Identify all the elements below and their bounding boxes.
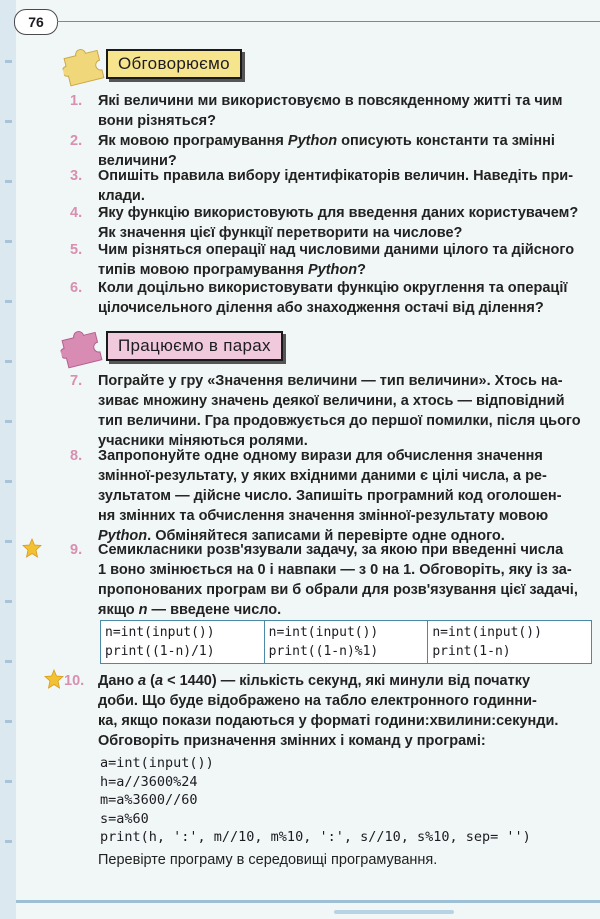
question-item [28, 371, 594, 451]
question-number: 1. [70, 93, 83, 109]
page-margin-strip [0, 0, 16, 919]
question-number: 4. [70, 205, 83, 221]
section-title-discuss: Обговорюємо [106, 49, 242, 79]
page-bottom-decoration [334, 910, 454, 914]
question-item [28, 446, 594, 546]
puzzle-icon [58, 39, 110, 88]
section-header-pairs [60, 326, 320, 366]
question-number: 2. [70, 133, 83, 149]
question-text: Дано a (a < 1440) — кількість секунд, які минули від початку доби. Що буде відображено на табло електронного годинни- ка, якщо покази подаються у форматі години:хвилини:секунди. Обговоріть призначення змінних і команд у програмі: [98, 673, 559, 749]
question-number: 9. [70, 542, 83, 558]
question-text: Яку функцію використовують для введення даних користувачем? Як значення цієї функції перетворити на числове? [98, 205, 579, 241]
code-option: n=int(input()) print(1-n) [432, 625, 542, 659]
question-item [28, 131, 594, 171]
question-item [28, 540, 594, 620]
question-item [28, 166, 594, 206]
final-instruction [28, 850, 594, 870]
program-code: a=int(input()) h=a//3600%24 m=a%3600//60 s=a%60 print(h, ':', m//10, m%10, ':', s//10, s%10, sep= '') [100, 755, 531, 845]
code-option: n=int(input()) print((1-n)%1) [265, 621, 429, 663]
question-text: Опишіть правила вибору ідентифікаторів величин. Наведіть при- клади. [98, 168, 574, 204]
question-number: 6. [70, 280, 83, 296]
final-text: Перевірте програму в середовищі програмування. [98, 852, 438, 868]
question-text: Чим різняться операції над числовими даними цілого та дійсного типів мовою програмування Python? [98, 242, 575, 278]
question-text: Пограйте у гру «Значення величини — тип величини». Хтось на- зиває множину значень деякої величини, а хтось — відповідний тип величини. Гра продовжується до першої помилки, після цього учасники міняються ролями. [98, 373, 581, 449]
question-text: Як мовою програмування Python описують константи та змінні величини? [98, 133, 555, 169]
question-number: 3. [70, 168, 83, 184]
question-item [28, 240, 594, 280]
question-item [28, 278, 594, 318]
section-header-discuss [62, 44, 262, 84]
code-options-table [100, 620, 592, 664]
question-text: Семикласники розв'язували задачу, за якою при введенні числа 1 воно змінюється на 0 і навпаки — з 0 на 1. Обговоріть, яку із за- пропонованих програм ви б обрали для розв'язування цієї задачі, якщо n — введене число. [98, 542, 578, 618]
question-number: 8. [70, 448, 83, 464]
question-number: 5. [70, 242, 83, 258]
code-option: n=int(input()) print((1-n)/1) [101, 621, 265, 663]
question-item [28, 203, 594, 243]
question-text: Які величини ми використовуємо в повсякденному житті та чим вони різняться? [98, 93, 563, 129]
puzzle-icon [56, 321, 108, 370]
question-text: Коли доцільно використовувати функцію округлення та операції цілочисельного ділення або знаходження остачі від ділення? [98, 280, 568, 316]
question-text: Запропонуйте одне одному вирази для обчислення значення змінної-результату, у яких вхідними даними є цілі числа, а ре- зультатом — дійсне число. Запишіть програмний код оголошен- ня змінних та обчислення значення змінної-результату мовою Python. Обміняйтеся записами й перевірте одне одного. [98, 448, 562, 544]
question-number: 10. [64, 673, 85, 689]
page-number: 76 [14, 9, 58, 35]
question-item [28, 91, 594, 131]
section-title-pairs: Працюємо в парах [106, 331, 283, 361]
page-bottom-line [16, 900, 600, 903]
question-number: 7. [70, 373, 83, 389]
question-item [28, 671, 594, 751]
